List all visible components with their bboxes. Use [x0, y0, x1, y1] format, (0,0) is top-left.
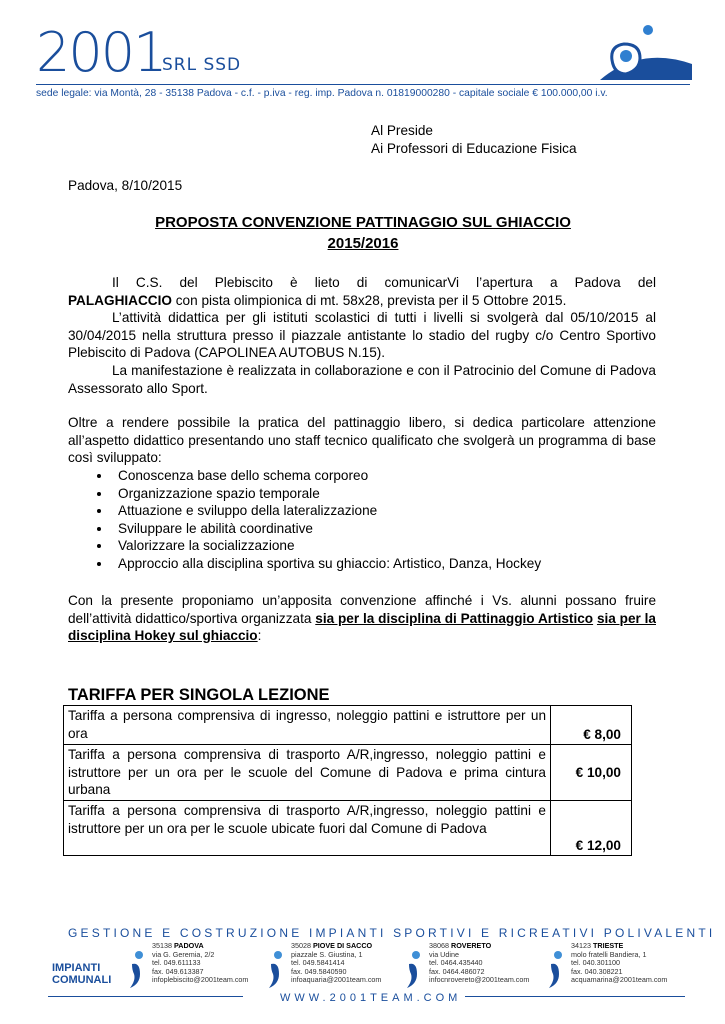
- office-text: [571, 942, 667, 985]
- paragraph-1: [68, 274, 656, 309]
- program-list: [68, 467, 658, 573]
- table-row: [64, 801, 632, 856]
- office-cap: 35138: [152, 941, 172, 950]
- tariff-heading: TARIFFA PER SINGOLA LEZIONE: [68, 686, 330, 704]
- office-cap: 34123: [571, 941, 591, 950]
- company-logo-suffix: SRL SSD: [162, 55, 242, 75]
- paragraph-4: Oltre a rendere possibile la pratica del pattinaggio libero, si dedica particolare attenzione all’aspetto didattico presentando uno staff tecnico qualificato che svolgerà un programma di base così sviluppato:: [68, 415, 656, 465]
- tariff-desc: Tariffa a persona comprensiva di ingresso, noleggio pattini e istruttore per un ora: [64, 706, 551, 745]
- office-tel: tel. 0464.435440: [429, 958, 483, 968]
- office-email: infocnrovereto@2001team.com: [429, 975, 530, 985]
- addressee-line-2: Ai Professori di Educazione Fisica: [371, 141, 577, 156]
- tariff-price: € 12,00: [551, 801, 632, 856]
- tariff-table: [63, 705, 632, 856]
- office-city: PIOVE DI SACCO: [313, 941, 373, 950]
- list-item: • Sviluppare le abilità coordinative: [112, 520, 658, 538]
- list-item: • Conoscenza base dello schema corporeo: [112, 467, 658, 485]
- paragraph-1-rest: con pista olimpionica di mt. 58x28, prevista per il 5 Ottobre 2015.: [171, 292, 567, 308]
- paragraph-5-end: :: [257, 628, 262, 643]
- list-item: • Organizzazione spazio temporale: [112, 485, 658, 503]
- document-title-line-2: 2015/2016: [327, 235, 399, 252]
- paragraph-5: [68, 592, 656, 645]
- paragraph-5-text: Con la presente proponiamo un’apposita convenzione affinché i Vs. alunni possano fruire dell’attività didattico/sportiva organizzata: [68, 593, 656, 626]
- office-fax: fax. 0464.486072: [429, 966, 485, 976]
- office-logo-icon: [403, 950, 425, 990]
- office-text: [291, 942, 381, 985]
- office-email: acquamarina@2001team.com: [571, 975, 668, 985]
- impianti-comunali-label: [52, 962, 111, 986]
- list-item: • Approccio alla disciplina sportiva su ghiaccio: Artistico, Danza, Hockey: [112, 555, 658, 573]
- office-logo-icon: [545, 950, 567, 990]
- paragraph-1-line-1: Il C.S. del Plebiscito è lieto di comunicarVi l’apertura a Padova del: [112, 275, 656, 290]
- company-legal-line: sede legale: via Montà, 28 - 35138 Padova - c.f. - p.iva - reg. imp. Padova n. 01819000280 - capitale sociale € 100.000,00 i.v.: [36, 88, 608, 99]
- office-cap: 38068: [429, 941, 449, 950]
- office-logo-icon: [265, 950, 287, 990]
- office-text: [152, 942, 248, 985]
- tariff-desc: Tariffa a persona comprensiva di trasporto A/R,ingresso, noleggio pattini e istruttore per un ora per le scuole ubicate fuori dal Comune di Padova: [64, 801, 551, 856]
- tariff-table-wrapper: [63, 705, 632, 856]
- company-logo-text: 2001: [36, 21, 166, 84]
- office-fax: fax. 040.308221: [571, 966, 623, 976]
- tariff-desc: Tariffa a persona comprensiva di trasporto A/R,ingresso, noleggio pattini e istruttore per un ora per le scuole del Comune di Padova e prima cintura urbana: [64, 745, 551, 801]
- impianti-label-1: IMPIANTI: [52, 962, 101, 974]
- discipline-artistico: sia per la disciplina di Pattinaggio Artistico: [315, 610, 594, 626]
- tariff-price: € 10,00: [551, 745, 632, 801]
- office-tel: tel. 049.611133: [152, 958, 201, 968]
- footer-divider-right: [465, 996, 685, 997]
- date-line: Padova, 8/10/2015: [68, 178, 183, 193]
- table-row: [64, 706, 632, 745]
- tariff-price: € 8,00: [551, 706, 632, 745]
- office-city: PADOVA: [174, 941, 204, 950]
- office-cap: 35028: [291, 941, 311, 950]
- office-tel: tel. 049.5841414: [291, 958, 345, 968]
- paragraph-3: La manifestazione è realizzata in collaborazione e con il Patrocinio del Comune di Padova Assessorato allo Sport.: [68, 363, 656, 396]
- office-tel: tel. 040.301100: [571, 958, 621, 968]
- office-logo-icon: [126, 950, 148, 990]
- document-title-line-1: PROPOSTA CONVENZIONE PATTINAGGIO SUL GHIACCIO: [155, 214, 571, 231]
- addressee-line-1: Al Preside: [371, 123, 433, 138]
- footer-divider-left: [48, 996, 243, 997]
- paragraph-2: L’attività didattica per gli istituti scolastici di tutti i livelli si svolgerà dal 05/10/2015 al 30/04/2015 nella struttura presso il piazzale antistante lo stadio del rugby c/o Centro Sportivo Plebiscito di Padova (CAPOLINEA AUTOBUS N.15).: [68, 310, 656, 360]
- office-text: [429, 942, 529, 985]
- header-divider: [36, 84, 690, 85]
- table-row: [64, 745, 632, 801]
- discipline-hockey: sia per la disciplina Hokey sul ghiaccio: [68, 610, 656, 643]
- office-email: infoaquaria@2001team.com: [291, 975, 382, 985]
- footer-tagline: GESTIONE E COSTRUZIONE IMPIANTI SPORTIVI E RICREATIVI POLIVALENTI: [68, 926, 716, 940]
- office-fax: fax. 049.5840590: [291, 966, 347, 976]
- impianti-label-2: COMUNALI: [52, 974, 112, 986]
- office-city: ROVERETO: [451, 941, 492, 950]
- office-email: infoplebiscito@2001team.com: [152, 975, 249, 985]
- company-logo-icon: [600, 22, 692, 84]
- list-item: • Valorizzare la socializzazione: [112, 537, 658, 555]
- website-link[interactable]: WWW.2001TEAM.COM: [280, 992, 462, 1004]
- office-address: piazzale S. Giustina, 1: [291, 949, 363, 959]
- office-address: molo fratelli Bandiera, 1: [571, 949, 647, 959]
- palaghiaccio-bold: PALAGHIACCIO: [68, 292, 172, 308]
- list-item: • Attuazione e sviluppo della lateralizzazione: [112, 502, 658, 520]
- office-address: via G. Geremia, 2/2: [152, 949, 215, 959]
- office-fax: fax. 049.613387: [152, 966, 204, 976]
- office-address: via Udine: [429, 949, 459, 959]
- office-city: TRIESTE: [593, 941, 624, 950]
